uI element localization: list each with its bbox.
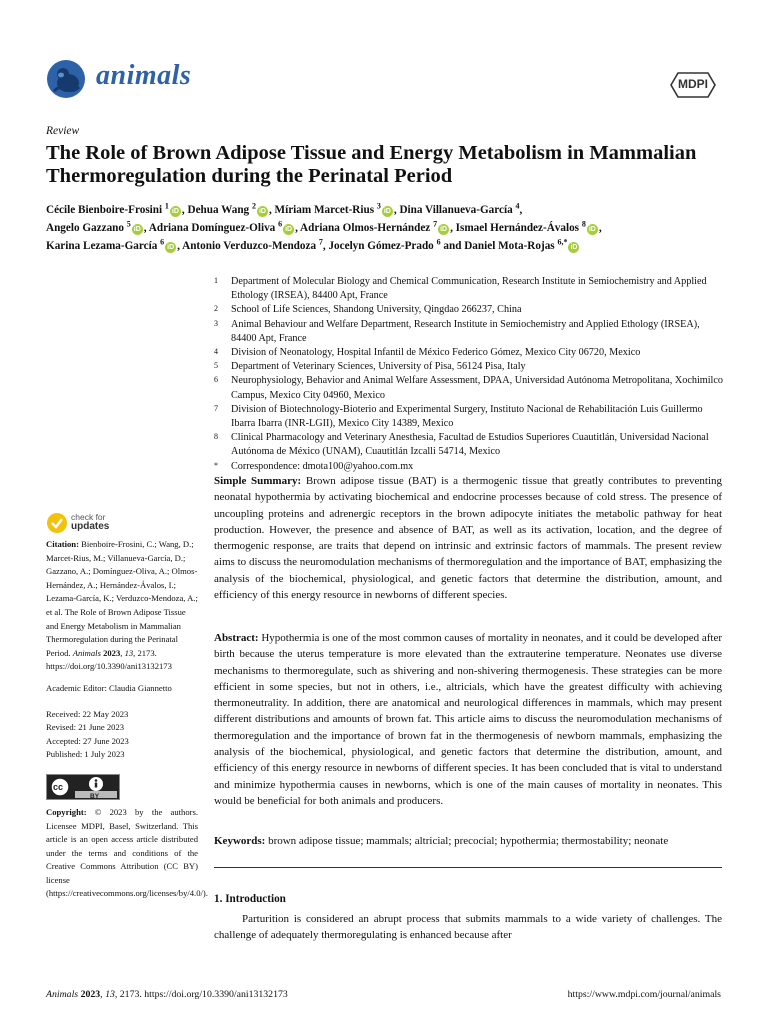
citation-year: 2023: [103, 647, 121, 658]
author-affiliation-ref: 6: [436, 237, 441, 247]
author-affiliation-ref: 6: [278, 219, 283, 229]
author-affiliation-ref: 6: [160, 237, 165, 247]
affiliation-item: [214, 403, 724, 431]
affiliation-number: 2: [214, 304, 218, 314]
orcid-icon[interactable]: iD: [258, 208, 266, 215]
academic-editor: Academic Editor: Claudia Giannetto: [46, 682, 172, 693]
author-line-1: [46, 201, 736, 219]
affiliation-item: [214, 346, 724, 360]
affiliation-text: School of Life Sciences, Shandong University, Qingdao 266237, China: [231, 304, 522, 316]
affiliation-text: Department of Veterinary Sciences, University of Pisa, 56124 Pisa, Italy: [231, 361, 526, 373]
author-affiliation-ref: 7: [433, 219, 438, 229]
footer-volume: 13: [105, 989, 115, 1000]
author-name: Dehua Wang: [187, 204, 250, 216]
affiliation-item: [214, 303, 724, 317]
author-affiliation-ref: 7: [318, 237, 323, 247]
affiliations: [214, 275, 724, 474]
accepted-date: Accepted: 27 June 2023: [46, 735, 129, 746]
author-name: Daniel Mota-Rojas: [464, 240, 555, 252]
revised-date: Revised: 21 June 2023: [46, 722, 125, 733]
author-name: Adriana Olmos-Hernández: [300, 222, 431, 234]
author-name: Karina Lezama-García: [46, 240, 158, 252]
affiliation-text: Animal Behaviour and Welfare Department, Research Institute in Semiochemistry and Applied Ethology (IRSEA), 84400 Apt, France: [231, 318, 700, 344]
author-line-3: [46, 237, 736, 255]
author-separator: ,: [295, 222, 301, 234]
footer-journal: Animals: [46, 989, 79, 1000]
cc-by-text: BY: [90, 792, 100, 800]
check-updates-label-1: check for: [71, 512, 106, 522]
author-separator: ,: [393, 204, 400, 216]
affiliation-text: Correspondence: dmota100@yahoo.com.mx: [231, 460, 414, 472]
affiliation-item: [214, 318, 724, 346]
affiliation-number: 7: [214, 403, 218, 413]
keywords-text: brown adipose tissue; mammals; altricial; precocial; hypothermia; thermostability; neonate: [268, 835, 669, 847]
author-separator: and: [440, 240, 465, 252]
affiliation-text: Division of Biotechnology-Bioterio and Experimental Surgery, Instituto Nacional de Rehabilitación Luis Guillermo Ibarra Ibarra (INR-LGII), Mexico City 14389, Mexico: [231, 403, 703, 430]
copyright: [46, 806, 208, 901]
affiliation-text: Department of Molecular Biology and Chemical Communication, Research Institute in Semiochemistry and Applied Ethology (IRSEA), 84400 Apt, France: [231, 276, 707, 302]
author-name: Angelo Gazzano: [46, 222, 124, 234]
author-affiliation-ref: 2: [251, 201, 256, 211]
author-name: Dina Villanueva-García: [399, 204, 513, 216]
check-updates-icon: [46, 512, 68, 534]
author-name: Adriana Domínguez-Oliva: [148, 222, 276, 234]
received-date: Received: 22 May 2023: [46, 708, 129, 719]
author-name: Cécile Bienboire-Frosini: [46, 204, 163, 216]
introduction-text: Parturition is considered an abrupt process that submits mammals to a wide variety of challenges. The challenge of adequately thermoregulating is enhanced because after: [214, 913, 722, 942]
orcid-icon[interactable]: iD: [588, 226, 596, 233]
footer-year: 2023: [80, 989, 101, 1000]
journal-name: animals: [96, 60, 192, 91]
copyright-label: Copyright:: [46, 806, 87, 817]
copyright-text: © 2023 by the authors. Licensee MDPI, Basel, Switzerland. This article is an open access article distributed under the terms and conditions of the Creative Commons Attribution (CC BY) license (https://creativecommons.org/licenses/by/4.0/).: [46, 806, 208, 899]
introduction-heading: 1. Introduction: [214, 893, 286, 905]
author-separator: ,: [143, 222, 149, 234]
article-title: The Role of Brown Adipose Tissue and Energy Metabolism in Mammalian Thermoregulation during the Perinatal Period: [46, 142, 697, 187]
author-affiliation-ref: 4: [515, 201, 520, 211]
author-line-2: [46, 219, 736, 237]
author-affiliation-ref: 8: [581, 219, 586, 229]
orcid-icon[interactable]: iD: [383, 208, 391, 215]
author-separator: ,: [450, 222, 456, 234]
sidebar: [46, 538, 208, 901]
citation: Citation: Bienboire-Frosini, C.; Wang, D.; Marcet-Rius, M.; Villanueva-García, D.; Gazzano, A.; Domínguez-Oliva, A.; Olmos-Hernández, A.; Hernández-Ávalos, I.; Lezama-García, K.; Verduzco-Mendoza, A.; et al. The Role of Brown Adipose Tissue and Energy Metabolism in Mammalian Thermoregulation during the Perinatal Period. Animals 2023, 13, 2173. https://doi.org/10.3390/ani13132173: [46, 539, 198, 672]
publisher-name: MDPI: [678, 77, 708, 91]
footer-journal-url[interactable]: https://www.mdpi.com/journal/animals: [567, 989, 721, 1000]
author-name: Antonio Verduzco-Mendoza: [182, 240, 317, 252]
affiliation-item: [214, 431, 724, 459]
journal-logo: [46, 59, 86, 99]
affiliation-number: 1: [214, 276, 218, 285]
footer-doi[interactable]: , 2173. https://doi.org/10.3390/ani13132173: [114, 989, 288, 1000]
article-type: Review: [46, 125, 80, 137]
affiliation-number: 5: [214, 361, 218, 371]
affiliation-number: 4: [214, 347, 218, 357]
citation-text: Bienboire-Frosini, C.; Wang, D.; Marcet-Rius, M.; Villanueva-García, D.; Gazzano, A.; Domínguez-Oliva, A.; Olmos-Hernández, A.; Hernández-Ávalos, I.; Lezama-García, K.; Verduzco-Mendoza, A.; et al. The Role of Brown Adipose Tissue and Energy Metabolism in Mammalian Thermoregulation during the Perinatal Period.: [46, 539, 198, 658]
affiliation-number: 3: [214, 318, 218, 328]
affiliation-text: Division of Neonatology, Hospital Infantil de México Federico Gómez, Mexico City 06720, Mexico: [231, 347, 641, 359]
author-separator: ,: [181, 204, 188, 216]
orcid-icon[interactable]: iD: [440, 226, 448, 233]
orcid-icon[interactable]: iD: [133, 226, 141, 233]
affiliation-text: Clinical Pharmacology and Veterinary Anesthesia, Facultad de Estudios Superiores Cuautitlán, Universidad Nacional Autónoma de México (UNAM), Cuautitlán Izcalli 54714, Mexico: [231, 432, 709, 458]
monkey-logo-icon: [46, 59, 86, 99]
cc-cc-text: cc: [53, 781, 64, 792]
footer-citation: Animals 2023, 13, 2173. https://doi.org/10.3390/ani13132173: [46, 989, 288, 1000]
author-affiliation-ref: 5: [126, 219, 131, 229]
affiliation-item: [214, 460, 724, 474]
orcid-icon[interactable]: iD: [285, 226, 293, 233]
abstract: [214, 630, 722, 809]
affiliation-number: 8: [214, 432, 218, 442]
keywords: [214, 833, 722, 849]
publisher-logo: [666, 70, 720, 100]
affiliation-item: [214, 275, 724, 303]
check-for-updates[interactable]: [46, 511, 136, 535]
author-separator: ,: [519, 204, 523, 216]
section-divider: [214, 867, 722, 868]
affiliation-item: [214, 374, 724, 402]
abstract-label: Abstract:: [214, 632, 259, 644]
orcid-icon[interactable]: iD: [167, 244, 175, 251]
author-name: Míriam Marcet-Rius: [274, 204, 375, 216]
affiliation-text: Neurophysiology, Behavior and Animal Welfare Assessment, DPAA, Universidad Autónoma Metropolitana, Xochimilco Campus, Mexico City 04960, Mexico: [231, 375, 723, 401]
author-separator: ,: [322, 240, 329, 252]
author-affiliation-ref: 6,*: [557, 237, 568, 247]
simple-summary-label: Simple Summary:: [214, 475, 302, 487]
author-separator: ,: [598, 222, 602, 234]
author-separator: ,: [268, 204, 275, 216]
author-affiliation-ref: 1: [164, 201, 169, 211]
keywords-label: Keywords:: [214, 835, 266, 847]
cc-license-badge[interactable]: [46, 774, 120, 800]
orcid-icon[interactable]: iD: [570, 244, 578, 251]
citation-volume: 13: [124, 647, 134, 658]
check-updates-label-2: updates: [71, 521, 110, 532]
author-list: [46, 201, 736, 255]
author-name: Ismael Hernández-Ávalos: [455, 222, 580, 234]
citation-doi[interactable]: , 2173. https://doi.org/10.3390/ani13132173: [46, 647, 172, 672]
author-affiliation-ref: 3: [376, 201, 381, 211]
affiliation-item: [214, 360, 724, 374]
affiliation-number: *: [214, 460, 218, 470]
simple-summary: [214, 473, 722, 603]
author-name: Jocelyn Gómez-Prado: [328, 240, 434, 252]
citation-label: Citation:: [46, 539, 79, 549]
published-date: Published: 1 July 2023: [46, 749, 125, 760]
citation-journal: Animals: [72, 647, 101, 658]
affiliation-number: 6: [214, 375, 218, 385]
abstract-text: Hypothermia is one of the most common causes of mortality in neonates, and it could be developed after birth because the uterus temperature is more elevated than the extrauterine temperature. Neonates use diverse mechanisms to thermoregulate, such as shivering and non-shivering thermogenesis. These strategies can be more efficient in some species, but not in others, i.e., altricials, which have the greatest difficulty with achieving thermoneutrality. In addition, there are anatomical and neurological differences in mammals, which may present different distributions and amounts of brown fat. This article aims to discuss the neuromodulation mechanisms of thermoregulation and the importance of brown fat in the thermogenesis of newborn mammals, emphasizing the analysis of the biochemical, physiological, and genetic factors that determine the distribution, amount, and efficiency of this energy resource in newborns of different species. It has been concluded that is vital to understand and minimize hypothermia causes in newborns, which is one of the main causes of mortality in neonates. This would be beneficial for both animals and producers.: [214, 632, 723, 807]
orcid-icon[interactable]: iD: [171, 208, 179, 215]
simple-summary-text: Brown adipose tissue (BAT) is a thermogenic tissue that greatly contributes to preventing neonatal hypothermia by activating biochemical and endocrine processes because of cold stress. The presence of uncoupling proteins and adrenergic receptors in the brown adipocyte initiates the metabolic pathway for heat production. However, the presence and absence of BAT, as well as its activation, location, and the degree of thermogenic response, are traits that depend on intrinsic and extrinsic factors of mammals. The present review aims to discuss the neuromodulation mechanisms of thermoregulation and the importance of BAT, emphasizing the analysis of the biochemical, physiological, and genetic factors that determine the distribution, amount, and efficiency of this energy resource in newborns of different species.: [214, 475, 723, 602]
author-separator: ,: [177, 240, 183, 252]
